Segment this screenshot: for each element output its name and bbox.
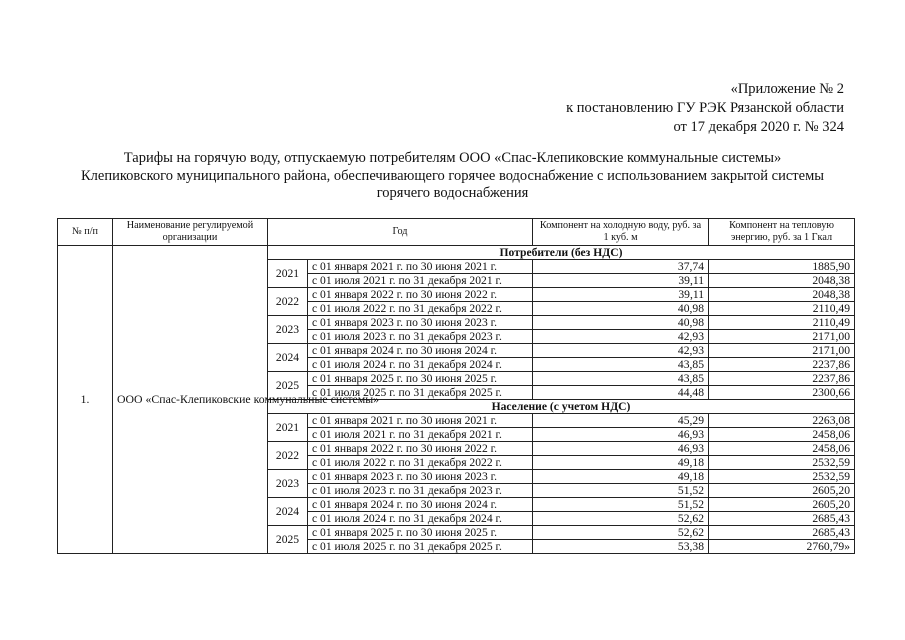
period-cell: с 01 июля 2025 г. по 31 декабря 2025 г.: [308, 386, 533, 400]
heat-energy-cell: 2048,38: [709, 288, 855, 302]
heat-energy-cell: 2110,49: [709, 302, 855, 316]
year-cell: 2024: [268, 344, 308, 372]
section-row: [58, 246, 855, 260]
document-title: [40, 150, 865, 203]
year-cell: 2023: [268, 470, 308, 498]
cold-water-cell: 40,98: [533, 302, 709, 316]
cold-water-cell: 42,93: [533, 344, 709, 358]
year-cell: 2021: [268, 260, 308, 288]
header-year: Год: [268, 219, 533, 246]
heat-energy-cell: 2048,38: [709, 274, 855, 288]
heat-energy-cell: 2458,06: [709, 428, 855, 442]
section-title: Население (с учетом НДС): [268, 400, 855, 414]
period-cell: с 01 июля 2022 г. по 31 декабря 2022 г.: [308, 456, 533, 470]
period-cell: с 01 июля 2024 г. по 31 декабря 2024 г.: [308, 358, 533, 372]
heat-energy-cell: 2605,20: [709, 484, 855, 498]
cold-water-cell: 53,38: [533, 540, 709, 554]
cold-water-cell: 51,52: [533, 484, 709, 498]
table-header-row: [58, 219, 855, 246]
year-cell: 2025: [268, 526, 308, 554]
section-title: Потребители (без НДС): [268, 246, 855, 260]
heat-energy-cell: 2760,79»: [709, 540, 855, 554]
appendix-line-1: «Приложение № 2: [730, 81, 844, 97]
year-cell: 2025: [268, 372, 308, 400]
heat-energy-cell: 2171,00: [709, 344, 855, 358]
cold-water-cell: 42,93: [533, 330, 709, 344]
cold-water-cell: 49,18: [533, 456, 709, 470]
heat-energy-cell: 2263,08: [709, 414, 855, 428]
heat-energy-cell: 2685,43: [709, 512, 855, 526]
year-cell: 2022: [268, 288, 308, 316]
year-cell: 2021: [268, 414, 308, 442]
period-cell: с 01 января 2022 г. по 30 июня 2022 г.: [308, 288, 533, 302]
cold-water-cell: 40,98: [533, 316, 709, 330]
heat-energy-cell: 2237,86: [709, 358, 855, 372]
cold-water-cell: 52,62: [533, 512, 709, 526]
heat-energy-cell: 2171,00: [709, 330, 855, 344]
period-cell: с 01 июля 2025 г. по 31 декабря 2025 г.: [308, 540, 533, 554]
title-line-3: горячего водоснабжения: [376, 185, 529, 201]
cold-water-cell: 46,93: [533, 442, 709, 456]
period-cell: с 01 января 2021 г. по 30 июня 2021 г.: [308, 414, 533, 428]
cold-water-cell: 45,29: [533, 414, 709, 428]
title-line-2: Клепиковского муниципального района, обеспечивающего горячее водоснабжение с использованием закрытой системы: [81, 167, 824, 184]
year-cell: 2024: [268, 498, 308, 526]
period-cell: с 01 января 2022 г. по 30 июня 2022 г.: [308, 442, 533, 456]
heat-energy-cell: 2458,06: [709, 442, 855, 456]
period-cell: с 01 января 2024 г. по 30 июня 2024 г.: [308, 498, 533, 512]
period-cell: с 01 января 2025 г. по 30 июня 2025 г.: [308, 526, 533, 540]
header-cold: Компонент на холодную воду, руб. за 1 куб. м: [533, 219, 709, 246]
org-name: ООО «Спас-Клепиковские коммунальные системы»: [113, 246, 268, 554]
heat-energy-cell: 2685,43: [709, 526, 855, 540]
appendix-line-3: от 17 декабря 2020 г. № 324: [673, 119, 844, 135]
period-cell: с 01 января 2021 г. по 30 июня 2021 г.: [308, 260, 533, 274]
header-num: № п/п: [58, 219, 113, 246]
period-cell: с 01 января 2023 г. по 30 июня 2023 г.: [308, 470, 533, 484]
title-line-1: Тарифы на горячую воду, отпускаемую потребителям ООО «Спас-Клепиковские коммунальные системы»: [123, 150, 782, 166]
period-cell: с 01 июля 2023 г. по 31 декабря 2023 г.: [308, 330, 533, 344]
period-cell: с 01 июля 2021 г. по 31 декабря 2021 г.: [308, 428, 533, 442]
cold-water-cell: 49,18: [533, 470, 709, 484]
header-heat: Компонент на тепловую энергию, руб. за 1 Гкал: [709, 219, 855, 246]
appendix-line-2: к постановлению ГУ РЭК Рязанской области: [566, 100, 844, 116]
period-cell: с 01 июля 2021 г. по 31 декабря 2021 г.: [308, 274, 533, 288]
heat-energy-cell: 2605,20: [709, 498, 855, 512]
period-cell: с 01 января 2025 г. по 30 июня 2025 г.: [308, 372, 533, 386]
period-cell: с 01 января 2023 г. по 30 июня 2023 г.: [308, 316, 533, 330]
cold-water-cell: 39,11: [533, 274, 709, 288]
cold-water-cell: 37,74: [533, 260, 709, 274]
heat-energy-cell: 2532,59: [709, 470, 855, 484]
cold-water-cell: 46,93: [533, 428, 709, 442]
cold-water-cell: 51,52: [533, 498, 709, 512]
year-cell: 2023: [268, 316, 308, 344]
heat-energy-cell: 2110,49: [709, 316, 855, 330]
cold-water-cell: 39,11: [533, 288, 709, 302]
cold-water-cell: 43,85: [533, 372, 709, 386]
cold-water-cell: 43,85: [533, 358, 709, 372]
period-cell: с 01 июля 2023 г. по 31 декабря 2023 г.: [308, 484, 533, 498]
heat-energy-cell: 1885,90: [709, 260, 855, 274]
heat-energy-cell: 2300,66: [709, 386, 855, 400]
table-body: [58, 246, 855, 554]
heat-energy-cell: 2532,59: [709, 456, 855, 470]
period-cell: с 01 июля 2022 г. по 31 декабря 2022 г.: [308, 302, 533, 316]
period-cell: с 01 января 2024 г. по 30 июня 2024 г.: [308, 344, 533, 358]
heat-energy-cell: 2237,86: [709, 372, 855, 386]
cold-water-cell: 44,48: [533, 386, 709, 400]
row-index: 1.: [58, 246, 113, 554]
year-cell: 2022: [268, 442, 308, 470]
cold-water-cell: 52,62: [533, 526, 709, 540]
appendix-header: [566, 80, 844, 137]
tariff-table: [57, 218, 855, 554]
header-org: Наименование регулируемой организации: [113, 219, 268, 246]
period-cell: с 01 июля 2024 г. по 31 декабря 2024 г.: [308, 512, 533, 526]
